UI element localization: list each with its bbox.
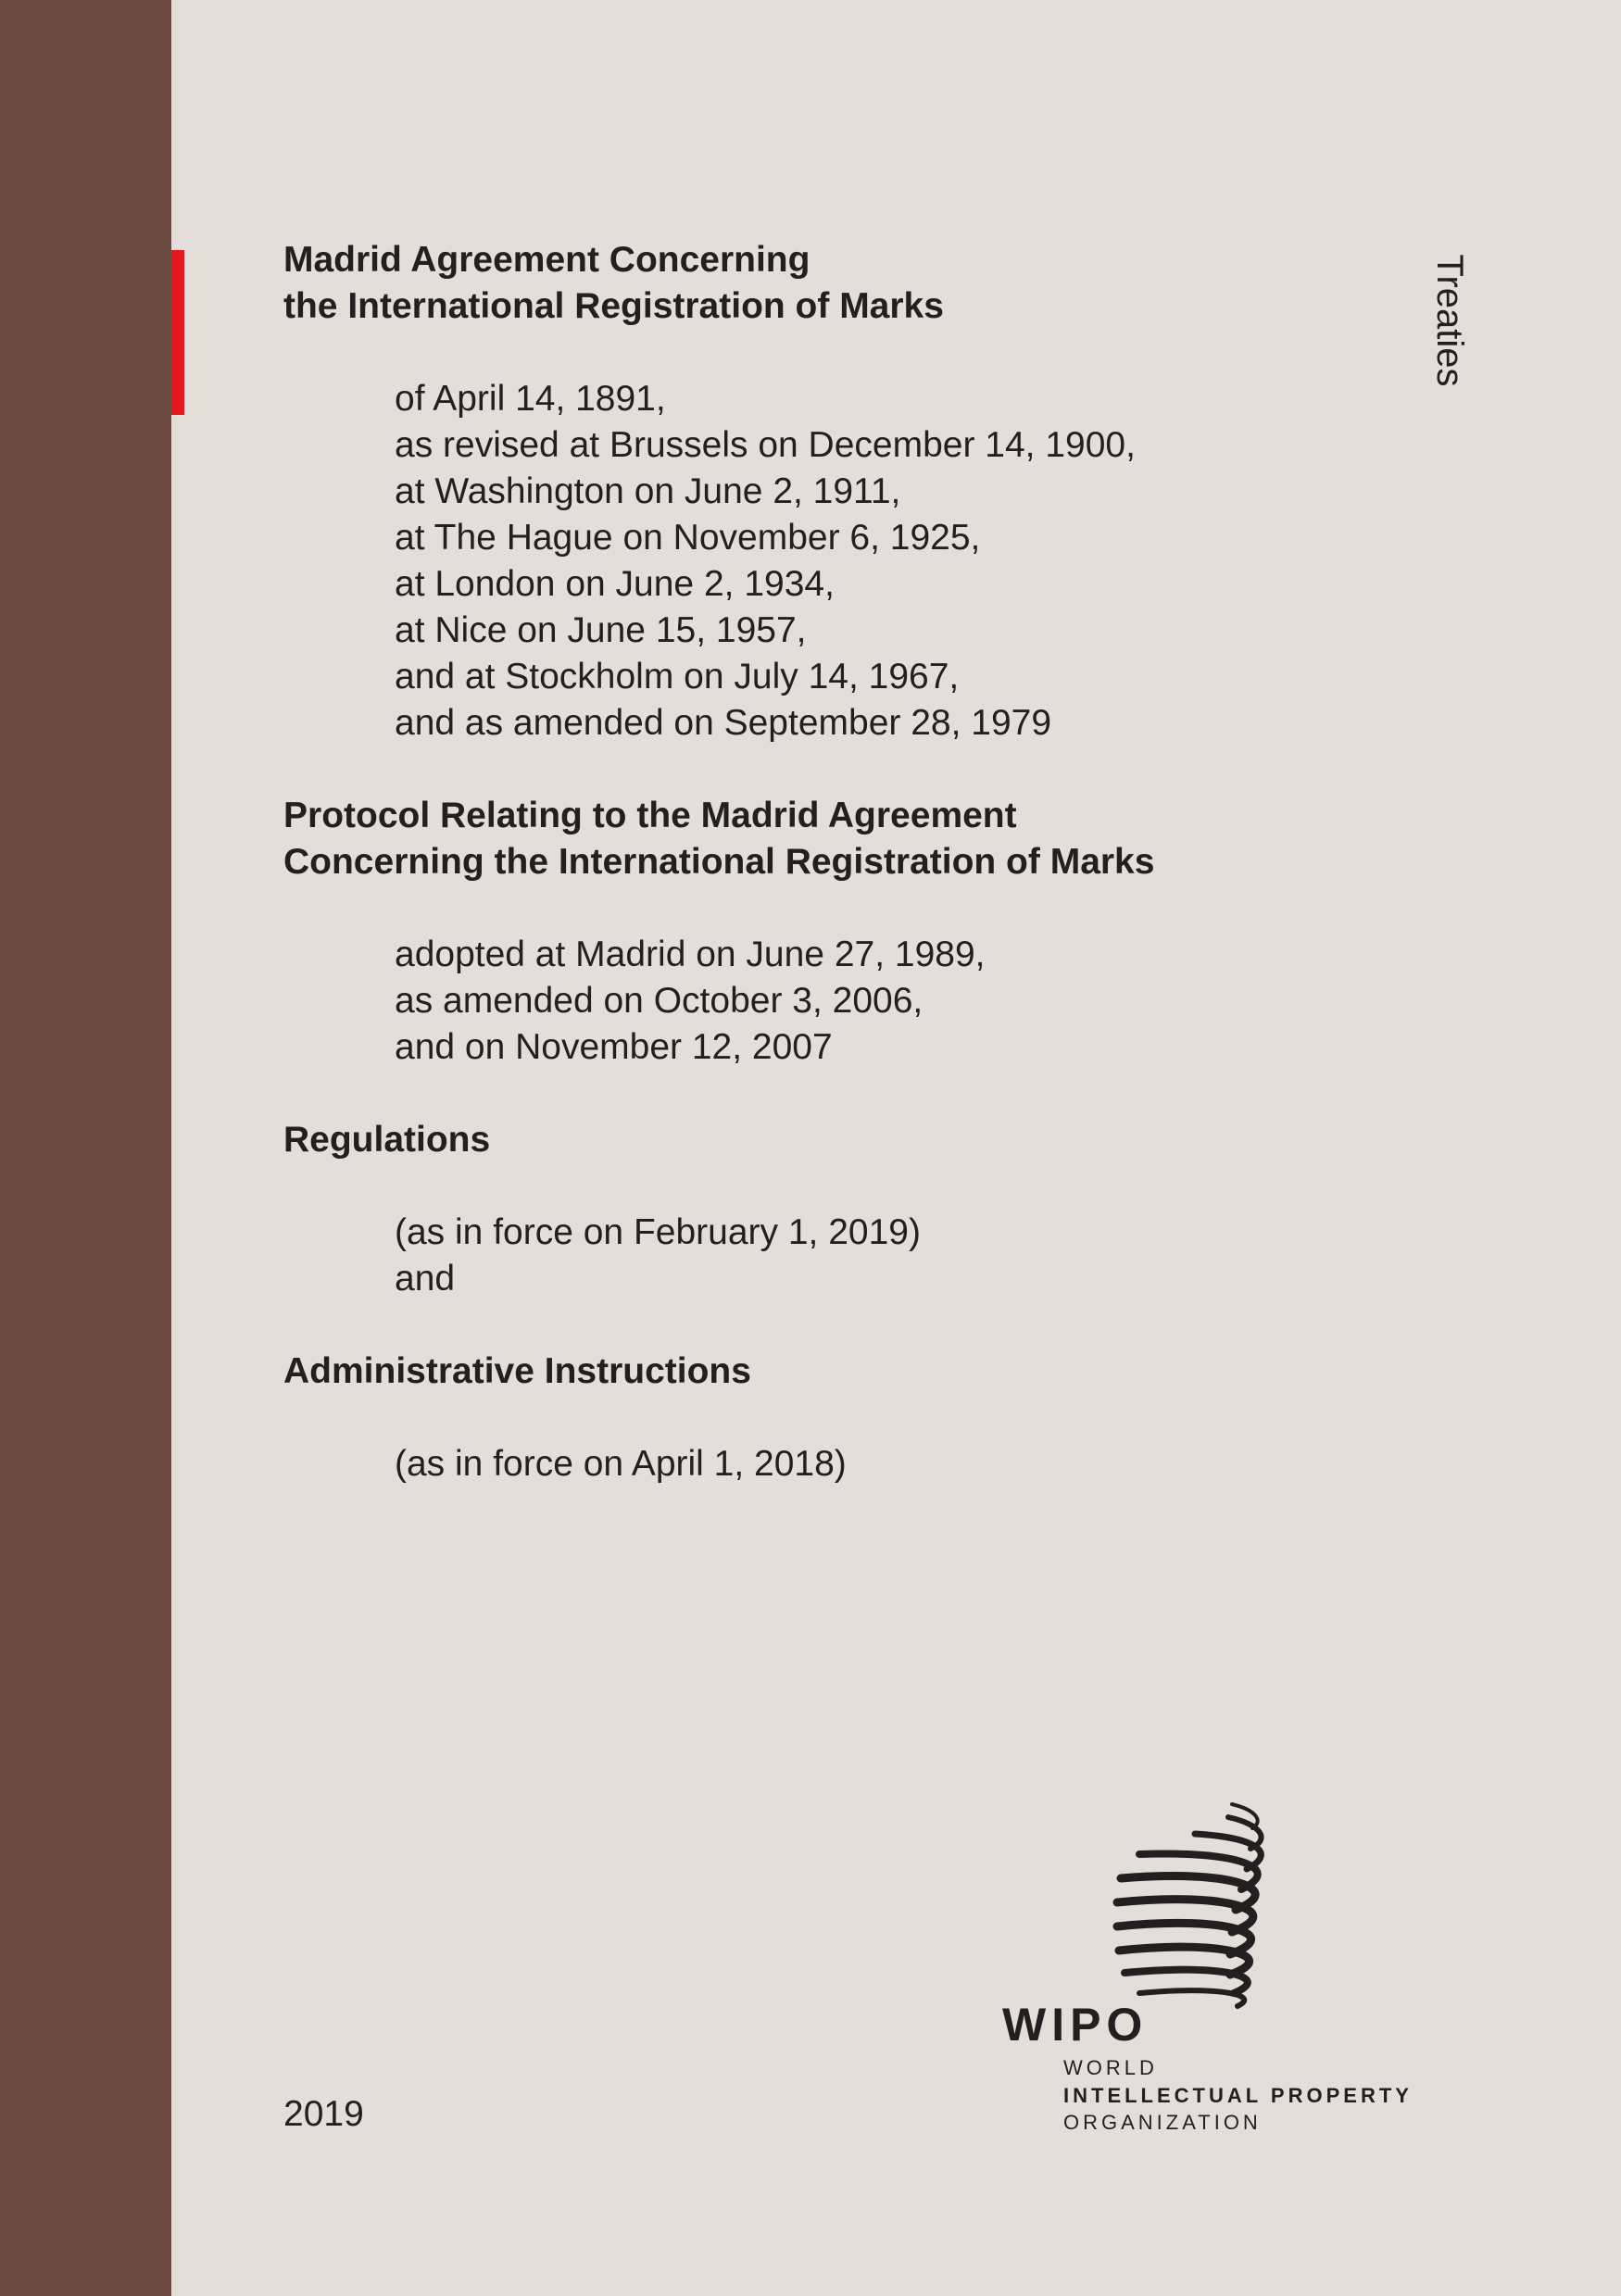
section-dates <box>395 1441 1349 1487</box>
section-regulations <box>283 1117 1349 1302</box>
date-line: at London on June 2, 1934, <box>395 564 835 604</box>
wipo-logo <box>1000 1797 1482 2139</box>
logo-line-intellectual-property: INTELLECTUAL PROPERTY <box>1063 2084 1413 2107</box>
date-line: adopted at Madrid on June 27, 1989, <box>395 935 986 974</box>
date-line: as amended on October 3, 2006, <box>395 981 924 1021</box>
date-line: and <box>395 1259 456 1299</box>
section-administrative-instructions <box>283 1349 1349 1487</box>
cover-spine-band <box>0 0 171 2296</box>
cover-content <box>283 237 1349 1487</box>
heading-line: Regulations <box>283 1120 491 1160</box>
section-heading <box>283 793 1349 885</box>
section-heading <box>283 237 1349 330</box>
heading-line: Madrid Agreement Concerning <box>283 240 810 280</box>
date-line: as revised at Brussels on December 14, 1900, <box>395 425 1136 465</box>
date-line: at The Hague on November 6, 1925, <box>395 518 981 558</box>
date-line: at Nice on June 15, 1957, <box>395 610 807 650</box>
section-madrid-agreement <box>283 237 1349 747</box>
publication-year: 2019 <box>283 2094 364 2134</box>
logo-acronym: WIPO <box>1002 1999 1149 2051</box>
date-line: at Washington on June 2, 1911, <box>395 471 901 511</box>
section-dates <box>395 1210 1349 1302</box>
date-line: and on November 12, 2007 <box>395 1027 833 1067</box>
heading-line: Administrative Instructions <box>283 1351 751 1391</box>
section-dates <box>395 376 1349 747</box>
section-madrid-protocol <box>283 793 1349 1071</box>
series-label <box>1389 250 1510 398</box>
logo-line-world: WORLD <box>1063 2056 1158 2079</box>
heading-line: Concerning the International Registration of Marks <box>283 842 1155 882</box>
section-heading <box>283 1349 1349 1395</box>
logo-line-organization: ORGANIZATION <box>1063 2111 1262 2134</box>
date-line: of April 14, 1891, <box>395 379 666 419</box>
heading-line: Protocol Relating to the Madrid Agreement <box>283 796 1017 835</box>
date-line: and at Stockholm on July 14, 1967, <box>395 657 960 696</box>
date-line: and as amended on September 28, 1979 <box>395 703 1052 743</box>
date-line: (as in force on April 1, 2018) <box>395 1444 847 1484</box>
series-label-text: Treaties <box>1429 254 1470 387</box>
section-dates <box>395 932 1349 1071</box>
wipo-globe-icon <box>1056 1797 1278 2010</box>
section-heading <box>283 1117 1349 1163</box>
red-accent-bar <box>171 250 184 415</box>
date-line: (as in force on February 1, 2019) <box>395 1212 921 1252</box>
heading-line: the International Registration of Marks <box>283 286 944 326</box>
